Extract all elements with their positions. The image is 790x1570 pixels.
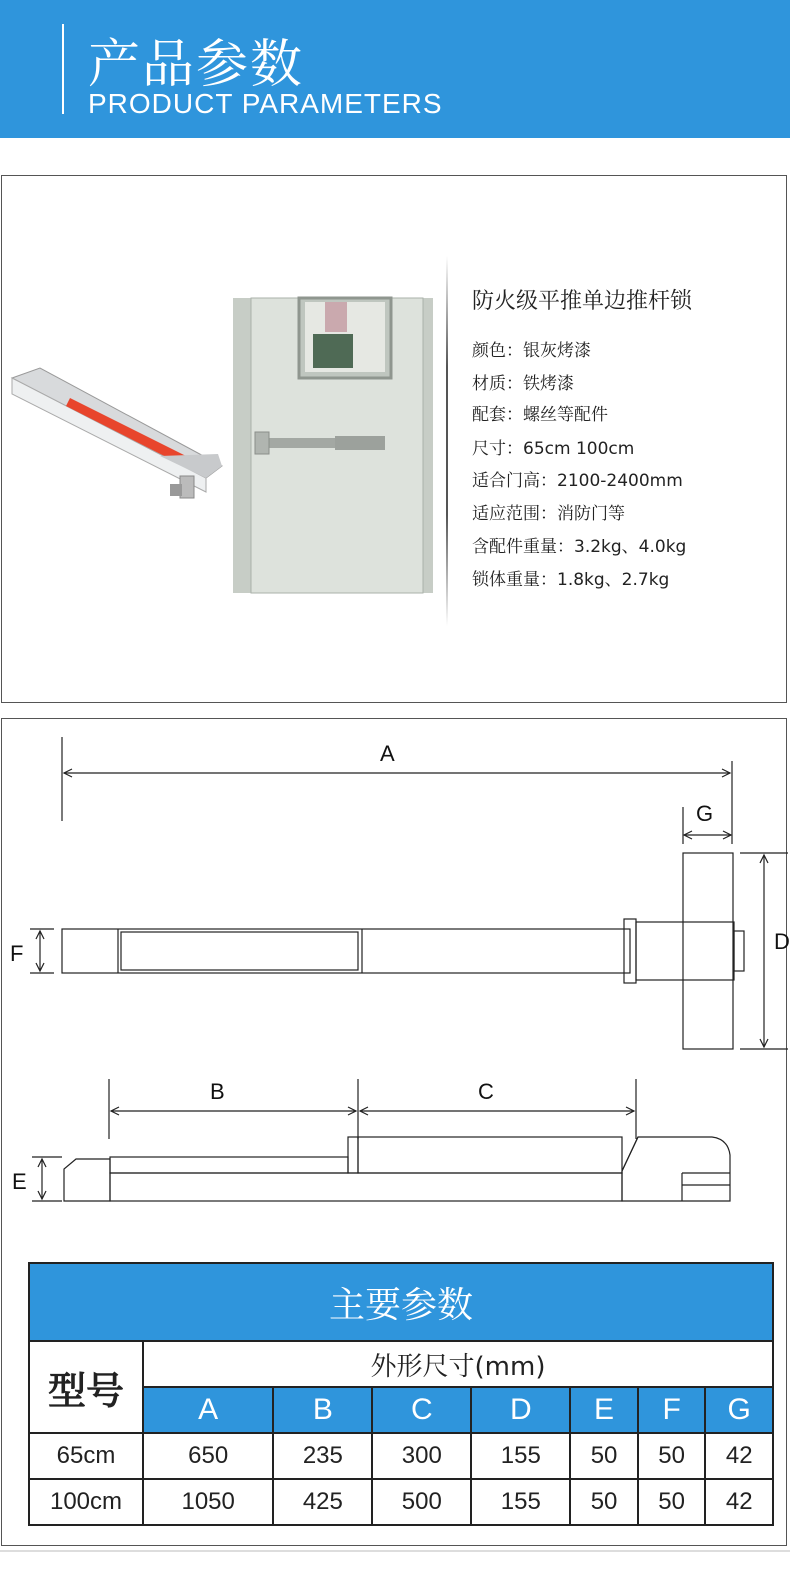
vertical-divider <box>446 256 448 626</box>
cell-d: 155 <box>471 1479 570 1525</box>
label-f: F <box>10 941 24 966</box>
spec-size: 尺寸：65cm 100cm <box>472 439 635 459</box>
row-model: 100cm <box>29 1479 143 1525</box>
cell-b: 425 <box>273 1479 372 1525</box>
dimension-diagram <box>2 719 788 1259</box>
cell-e: 50 <box>570 1479 638 1525</box>
row-model: 65cm <box>29 1433 143 1479</box>
cell-d: 155 <box>471 1433 570 1479</box>
label-e: E <box>12 1169 27 1194</box>
col-header-c: C <box>372 1387 471 1433</box>
cell-a: 650 <box>143 1433 273 1479</box>
label-d: D <box>774 929 790 954</box>
header-divider <box>62 24 64 114</box>
dims-header: 外形尺寸(mm) <box>143 1341 773 1387</box>
label-c: C <box>478 1079 494 1104</box>
product-panel <box>1 175 787 703</box>
label-b: B <box>210 1079 225 1104</box>
door-photo <box>233 298 433 593</box>
parameter-table <box>28 1262 774 1526</box>
header-title-en: PRODUCT PARAMETERS <box>88 88 443 119</box>
cell-c: 300 <box>372 1433 471 1479</box>
cell-g: 42 <box>705 1479 773 1525</box>
model-header: 型号 <box>29 1341 143 1433</box>
col-header-e: E <box>570 1387 638 1433</box>
cell-b: 235 <box>273 1433 372 1479</box>
col-header-a: A <box>143 1387 273 1433</box>
bottom-divider <box>0 1550 790 1552</box>
header-banner <box>0 0 790 138</box>
col-header-f: F <box>638 1387 706 1433</box>
table-row <box>29 1479 773 1525</box>
label-a: A <box>380 741 395 766</box>
cell-c: 500 <box>372 1479 471 1525</box>
spec-weight-body: 锁体重量：1.8kg、2.7kg <box>472 570 670 590</box>
cell-a: 1050 <box>143 1479 273 1525</box>
table-title: 主要参数 <box>29 1263 773 1341</box>
cell-e: 50 <box>570 1433 638 1479</box>
spec-door-height: 适合门高：2100-2400mm <box>472 471 683 491</box>
table-row <box>29 1433 773 1479</box>
col-header-g: G <box>705 1387 773 1433</box>
cell-f: 50 <box>638 1479 706 1525</box>
spec-range: 适应范围：消防门等 <box>472 504 625 524</box>
product-title: 防火级平推单边推杆锁 <box>472 289 693 314</box>
spec-color: 颜色：银灰烤漆 <box>472 341 591 361</box>
spec-material: 材质：铁烤漆 <box>472 374 574 394</box>
col-header-d: D <box>471 1387 570 1433</box>
push-bar-image <box>10 366 225 516</box>
cell-g: 42 <box>705 1433 773 1479</box>
col-header-b: B <box>273 1387 372 1433</box>
cell-f: 50 <box>638 1433 706 1479</box>
label-g: G <box>696 801 714 826</box>
header-title-cn: 产品参数 <box>88 35 305 95</box>
spec-weight-accessories: 含配件重量：3.2kg、4.0kg <box>472 537 687 557</box>
spec-accessories: 配套：螺丝等配件 <box>472 405 608 425</box>
